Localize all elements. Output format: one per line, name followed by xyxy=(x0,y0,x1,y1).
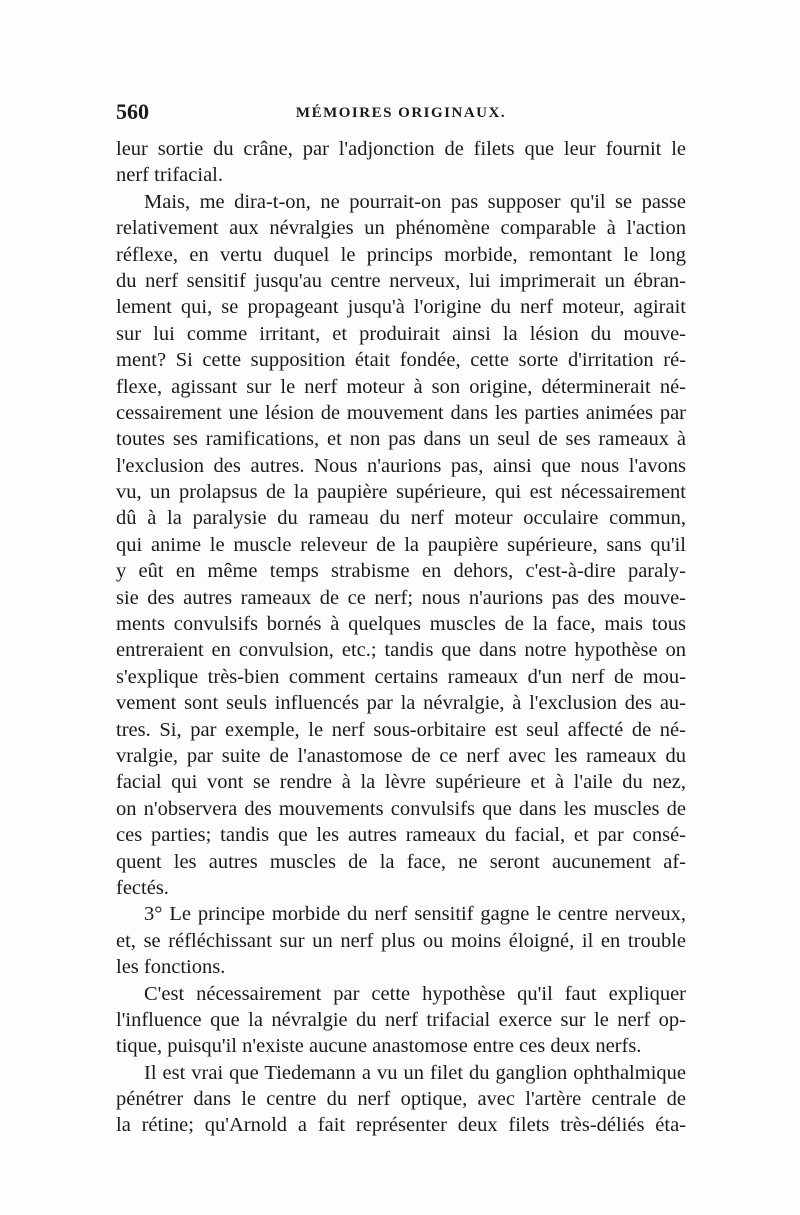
text-line: lement qui, se propageant jusqu'à l'origine du nerf moteur, agirait xyxy=(116,296,686,319)
text-line: cessairement une lésion de mouvement dans les parties animées par xyxy=(116,401,686,424)
text-line: qui anime le muscle releveur de la paupière supérieure, sans qu'il xyxy=(116,533,686,556)
text-line: fectés. xyxy=(116,876,169,899)
running-title: MÉMOIRES ORIGINAUX. xyxy=(295,105,507,121)
text-line: leur sortie du crâne, par l'adjonction de filets que leur fournit le xyxy=(116,138,686,160)
text-line: ment? Si cette supposition était fondée, cette sorte d'irritation ré- xyxy=(116,349,686,372)
body-text xyxy=(116,136,686,1139)
text-line: l'influence que la névralgie du nerf trifacial exerce sur le nerf op- xyxy=(116,1008,686,1031)
text-line: nerf trifacial. xyxy=(116,164,223,187)
text-line: flexe, agissant sur le nerf moteur à son origine, déterminerait né- xyxy=(116,375,686,398)
page-header xyxy=(116,98,686,126)
text-line: et, se réfléchissant sur un nerf plus ou moins éloigné, il en trouble xyxy=(116,929,686,952)
text-line: quent les autres muscles de la face, ne seront aucunement af- xyxy=(116,850,686,873)
text-line: s'explique très-bien comment certains rameaux d'un nerf de mou- xyxy=(116,665,686,688)
text-line: sur lui comme irritant, et produirait ainsi la lésion du mouve- xyxy=(116,322,686,345)
text-line: ments convulsifs bornés à quelques muscles de la face, mais tous xyxy=(116,613,686,636)
text-line: facial qui vont se rendre à la lèvre supérieure et à l'aile du nez, xyxy=(116,771,686,794)
text-line: entreraient en convulsion, etc.; tandis que dans notre hypothèse on xyxy=(116,639,686,662)
text-line: toutes ses ramifications, et non pas dans un seul de ses rameaux à xyxy=(116,428,686,451)
text-line: vralgie, par suite de l'anastomose de ce nerf avec les rameaux du xyxy=(116,744,686,767)
text-line: vu, un prolapsus de la paupière supérieure, qui est nécessairement xyxy=(116,481,686,504)
text-line: tique, puisqu'il n'existe aucune anastomose entre ces deux nerfs. xyxy=(116,1035,642,1058)
text-line: réflexe, en vertu duquel le princips morbide, remontant le long xyxy=(116,243,686,266)
text-line: y eût en même temps strabisme en dehors, c'est-à-dire paraly- xyxy=(116,560,686,583)
text-line: pénétrer dans le centre du nerf optique, avec l'artère centrale de xyxy=(116,1088,686,1111)
text-line: la rétine; qu'Arnold a fait représenter deux filets très-déliés éta- xyxy=(116,1114,686,1137)
text-line: C'est nécessairement par cette hypothèse qu'il faut expliquer xyxy=(144,982,686,1005)
text-line: vement sont seuls influencés par la névralgie, à l'exclusion des au- xyxy=(116,692,686,715)
page-number: 560 xyxy=(116,99,149,124)
text-line: l'exclusion des autres. Nous n'aurions pas, ainsi que nous l'avons xyxy=(116,454,686,477)
text-line: ces parties; tandis que les autres rameaux du facial, et par consé- xyxy=(116,824,686,847)
text-line: dû à la paralysie du rameau du nerf moteur occulaire commun, xyxy=(116,507,686,530)
text-line: du nerf sensitif jusqu'au centre nerveux, lui imprimerait un ébran- xyxy=(116,269,686,292)
text-line: relativement aux névralgies un phénomène comparable à l'action xyxy=(116,217,686,240)
text-line: Il est vrai que Tiedemann a vu un filet du ganglion ophthalmique xyxy=(144,1061,686,1084)
text-line: tres. Si, par exemple, le nerf sous-orbitaire est seul affecté de né- xyxy=(116,718,686,741)
text-line: Mais, me dira-t-on, ne pourrait-on pas supposer qu'il se passe xyxy=(144,190,686,213)
text-line: on n'observera des mouvements convulsifs que dans les muscles de xyxy=(116,797,686,820)
text-line: 3° Le principe morbide du nerf sensitif gagne le centre nerveux, xyxy=(144,903,686,926)
text-line: sie des autres rameaux de ce nerf; nous n'aurions pas des mouve- xyxy=(116,586,686,609)
text-line: les fonctions. xyxy=(116,956,226,979)
